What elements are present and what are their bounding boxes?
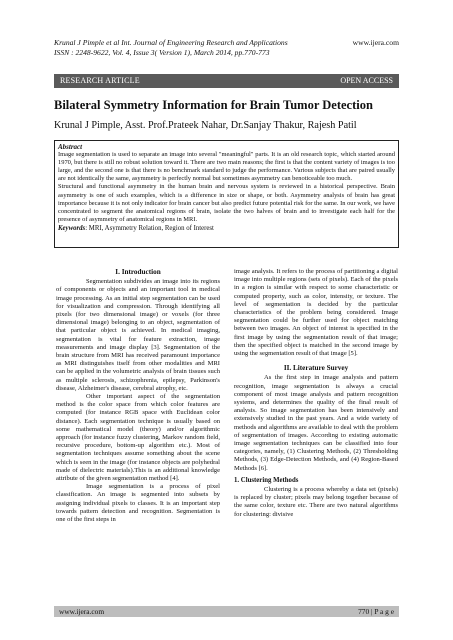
intro-continuation: image analysis. It refers to the process of partitioning a digital image into multiple regions (sets of pixels). Each of the pixels in a region is similar with respect to some characteristic or computed property, such as color, intensity, or texture. The level of segmentation is decided by the particular characteristics of the problem being considered. Image segmentation could be further used for object matching between two images. An object of interest is specified in the first image by using the segmentation result of that image; then the specified object is matched in the second image by using the segmentation result of that image [5]. <box>234 268 398 358</box>
survey-paragraph: As the first step in image analysis and pattern recognition, image segmentation is always a crucial component of most image analysis and pattern recognition systems, and determines the quality of the final result of analysis. So image segmentation has been intensively and extensively studied in the past years. And a wide variety of methods and algorithms are available to deal with the problem of segmentation of images. According to existing automatic image segmentation techniques can be classified into four categories, namely, (1) Clustering Methods, (2) Thresholding Methods, (3) Edge-Detection Methods, and (4) Region-Based Methods [6]. <box>234 374 398 472</box>
intro-paragraph-1: Segmentation subdivides an image into its regions of components or objects and an important tool in medical image processing. As an initial step segmentation can be used for visualization and compression. Through identifying all pixels (for two dimensional image) or voxels (for three dimensional image) belonging to an object, segmentation of that particular object is achieved. In medical imaging, segmentation is vital for feature extraction, image measurements and image display [3]. Segmentation of the brain structure from MRI has received paramount importance as MRI distinguishes itself from other modalities and MRI can be applied in the volumetric analysis of brain tissues such as multiple sclerosis, schizophrenia, epilepsy, Parkinson's disease, Alzheimer's disease, cerebral atrophy, etc. <box>56 278 220 392</box>
page-footer <box>54 606 399 617</box>
abstract-box <box>54 140 399 248</box>
keywords-line <box>58 225 395 233</box>
paper-title: Bilateral Symmetry Information for Brain Tumor Detection <box>54 98 373 112</box>
journal-citation-line: Krunal J Pimple et al Int. Journal of Engineering Research and Applications <box>54 38 288 47</box>
left-column <box>56 268 220 524</box>
abstract-paragraph-1: Image segmentation is used to separate an image into several "meaningful" parts. It is an old research topic, which started around 1970, but there is still no robust solution toward it. There are two main reasons; the first is that the content variety of images is too large, and the second one is that there is no benchmark standard to judge the performance. Various subjects that are paired usually are not identically the same, asymmetry is perfectly normal but sometimes asymmetry can benoticeable too much. <box>58 151 395 183</box>
running-header <box>54 38 399 58</box>
article-banner <box>54 74 399 88</box>
page-number: 770 | P a g e <box>358 607 394 616</box>
keywords-label: Keywords <box>58 224 86 232</box>
intro-paragraph-3: Image segmentation is a process of pixel classification. An image is segmented into subsets by assigning individual pixels to classes. It is an important step towards pattern detection and recognition. Segmentation is one of the first steps in <box>56 483 220 524</box>
abstract-paragraph-2: Structural and functional asymmetry in the human brain and nervous system is reviewed in a historical perspective. Brain asymmetry is one of such examples, which is a difference in size or shape, or both. Asymmetry analysis of brain has great importance because it is not only indicator for brain cancer but also predict future potential risk for the same. In our work, we have concentrated to segment the anatomical regions of brain, isolate the two halves of brain and to investigate each half for the presence of asymmetry of anatomical regions in MRI. <box>58 183 395 223</box>
author-list: Krunal J Pimple, Asst. Prof.Prateek Nahar, Dr.Sanjay Thakur, Rajesh Patil <box>54 120 357 131</box>
abstract-heading: Abstract <box>58 143 83 151</box>
right-column <box>234 268 398 519</box>
issn-line: ISSN : 2248-9622, Vol. 4, Issue 3( Version 1), March 2014, pp.770-773 <box>54 48 270 57</box>
intro-paragraph-2: Other important aspect of the segmentation method is the color space from which color features are computed (for instance RGB space with Euclidean color distance). Each segmentation technique is usually based on some mathematical model (theory) and/or algorithmic approach (for instance fuzzy clustering, Markov random field, recursive procedure, bottom-up algorithm etc.). Most of segmentation techniques assume something about the scene which is seen in the image (for instance objects are polyhedral made of dielectric materials).This is an additional knowledge attribute of the given segmentation method [4]. <box>56 393 220 483</box>
keywords-text: : MRI, Asymmetry Relation, Region of Interest <box>85 224 214 232</box>
clustering-methods-heading: 1. Clustering Methods <box>234 476 299 484</box>
clustering-paragraph: Clustering is a process whereby a data set (pixels) is replaced by cluster; pixels may belong together because of the same color, texture etc. There are two natural algorithms for clustering: divisive <box>234 486 398 518</box>
introduction-heading: I. Introduction <box>115 268 161 276</box>
open-access-label: OPEN ACCESS <box>340 76 393 85</box>
footer-website: www.ijera.com <box>59 607 105 616</box>
literature-survey-heading: II. Literature Survey <box>283 364 349 373</box>
research-article-label: RESEARCH ARTICLE <box>60 76 140 85</box>
header-website: www.ijera.com <box>352 38 399 47</box>
